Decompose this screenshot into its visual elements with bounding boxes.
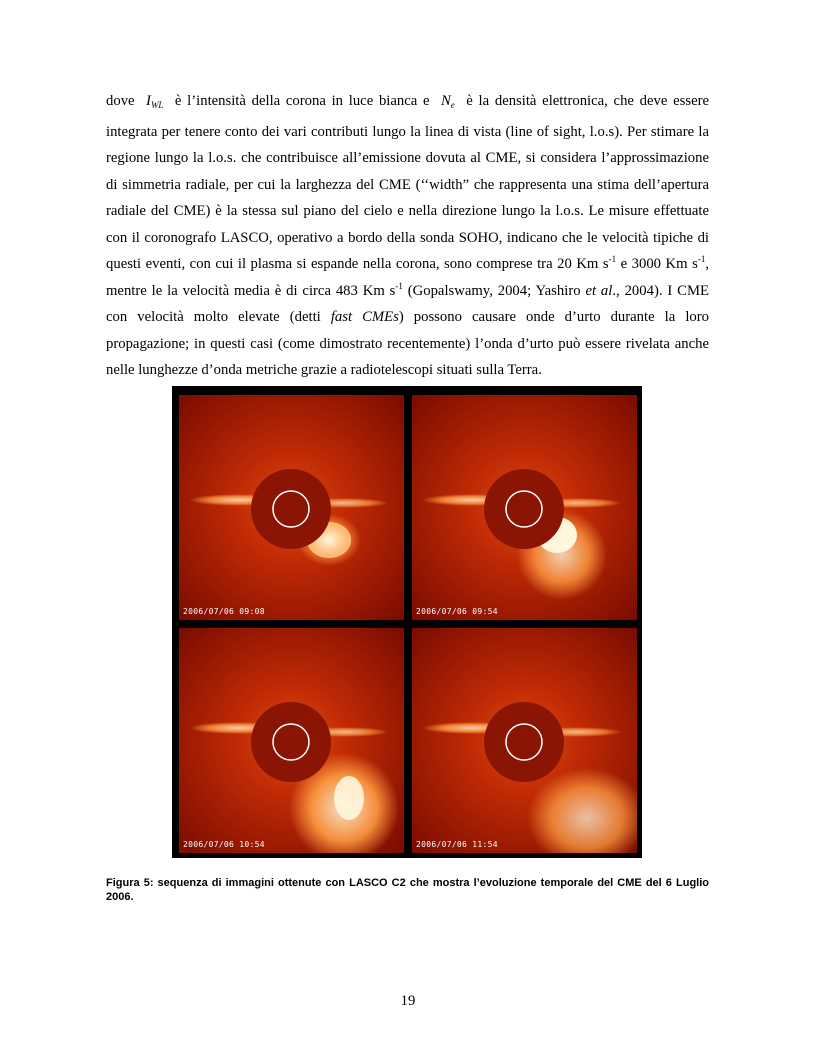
superscript-1: -1 (608, 254, 617, 264)
superscript-3: -1 (395, 280, 403, 291)
timestamp-label: 2006/07/06 09:08 (183, 607, 265, 616)
superscript-2: -1 (697, 254, 706, 264)
body-paragraph (106, 88, 709, 384)
figure-caption: Figura 5: sequenza di immagini ottenute con LASCO C2 che mostra l’evoluzione temporale del CME del 6 Luglio 2006. (106, 877, 709, 903)
variable-n-e (441, 93, 455, 109)
timestamp-label: 2006/07/06 09:54 (416, 607, 498, 616)
variable-i-wl (146, 93, 163, 109)
page-number: 19 (400, 993, 416, 1009)
coronagraph-image-3 (179, 628, 404, 853)
coronagraph-panel-3 (179, 628, 404, 853)
text-segment-3: è la densità elettronica, che deve essere integrata per tenere conto dei vari contributi lungo la linea di vista (line of sight, l.o.s). Per stimare la regione lungo la l.o.s. che contribuisce all’emissione dovuta al CME, si considera l’approssimazione di simmetria radiale, per cui la larghezza del CME (‘‘width” che rappresenta una stima dell’apertura radiale del CME) è la stessa sul piano del cielo e nella direzione lungo la l.o.s. Le misure effettuate con il coronografo LASCO, operativo a bordo della sonda SOHO, indicano che le velocità tipiche di questi eventi, con cui il plasma si espande nella corona, sono comprese tra 20 Km s (106, 93, 710, 272)
variable-n-main: N (441, 93, 451, 109)
coronagraph-image-1 (179, 395, 404, 620)
text-segment-2: è l’intensità della corona in luce bianca e (174, 93, 430, 109)
coronagraph-image-4 (412, 628, 637, 853)
text-segment-5: , mentre le la velocità media è di circa 483 Km s (106, 256, 709, 299)
text-segment-7: ., 2004). I CME con velocità molto elevate (detti (106, 282, 709, 325)
variable-n-subscript: e (450, 100, 455, 110)
timestamp-label: 2006/07/06 10:54 (183, 840, 265, 849)
text-dove: dove (106, 93, 135, 109)
text-segment-6: (Gopalswamy, 2004; Yashiro (402, 282, 586, 299)
lasco-c2-figure (172, 386, 642, 858)
timestamp-label: 2006/07/06 11:54 (416, 840, 498, 849)
emphasis-fast-cmes: fast CMEs (330, 309, 399, 325)
variable-i-subscript: WL (150, 100, 164, 110)
coronagraph-image-2 (412, 395, 637, 620)
emphasis-et-al: et al (585, 282, 613, 299)
coronagraph-panel-2 (412, 395, 637, 620)
text-segment-8: ) possono causare onde d’urto durante la loro propagazione; in questi casi (come dimostrato recentemente) l’onda d’urto può essere rivelata anche nelle lunghezze d’onda metriche grazie a radiotelescopi situati sulla Terra. (106, 309, 709, 378)
coronagraph-panel-1 (179, 395, 404, 620)
variable-i-main: I (146, 93, 151, 109)
text-segment-4: e 3000 Km s (616, 256, 698, 272)
coronagraph-panel-4 (412, 628, 637, 853)
